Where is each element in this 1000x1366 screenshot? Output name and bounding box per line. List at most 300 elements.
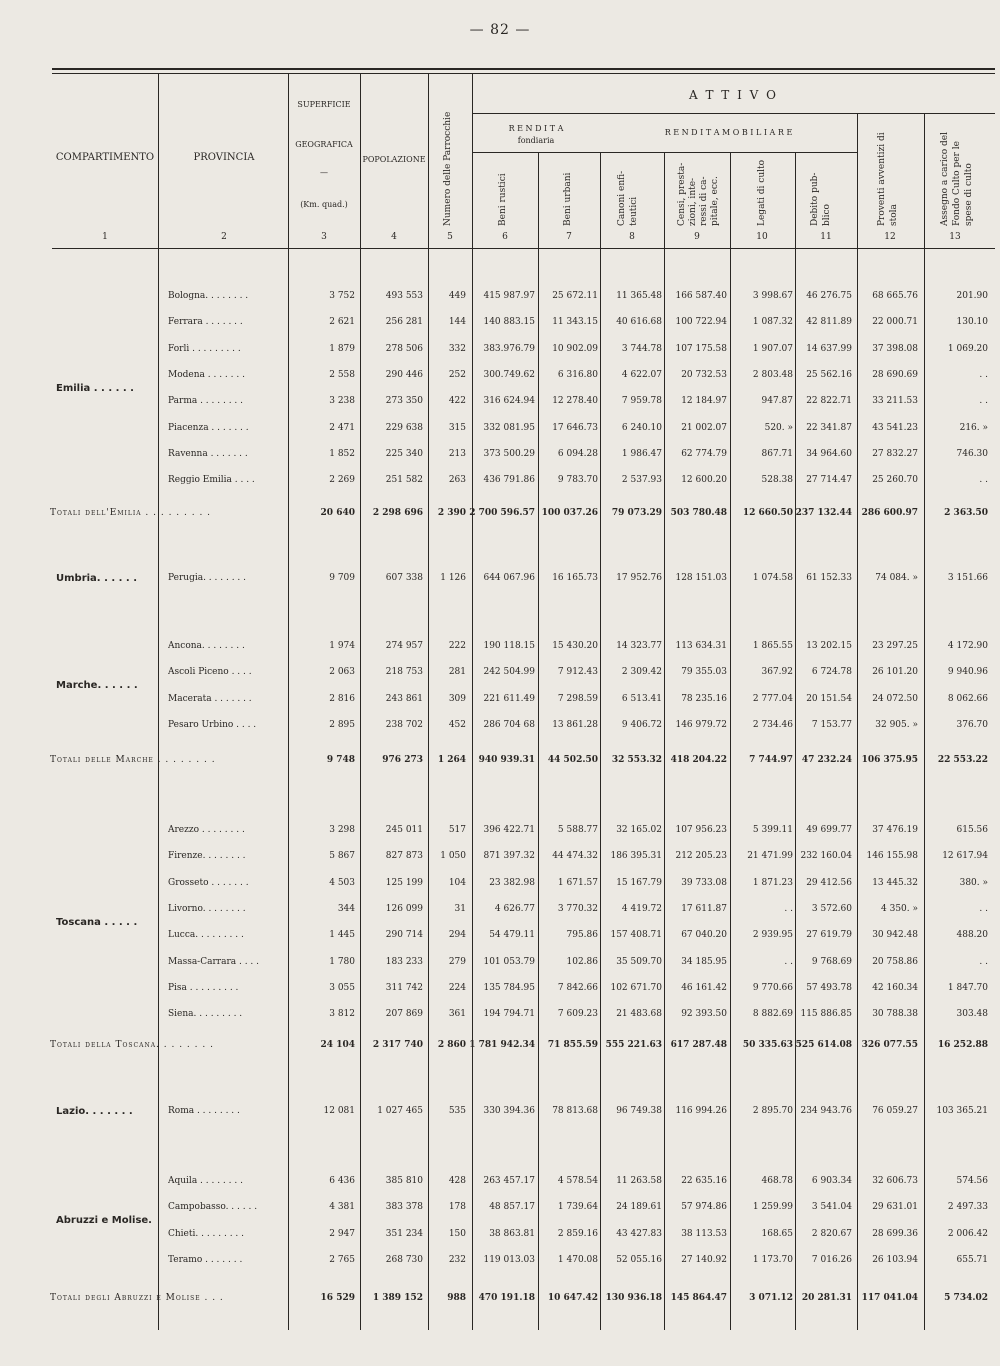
table-cell: 488.20 (956, 930, 988, 941)
table-cell: 1 126 (440, 573, 466, 583)
table-cell: 25 562.16 (806, 369, 852, 380)
table-cell: 4 503 (329, 877, 355, 888)
table-cell: 20 758.86 (872, 956, 918, 967)
table-cell: 9 768.69 (811, 956, 852, 967)
table-cell: 615.56 (956, 825, 988, 835)
table-cell: 17 611.87 (681, 903, 727, 914)
table-cell: 14 637.99 (806, 343, 852, 354)
province-name: Reggio Emilia . . . . (168, 475, 255, 486)
table-cell: 286 704 68 (483, 719, 535, 730)
region-name: Marche. . . . . . (56, 680, 138, 692)
table-cell: 9 709 (329, 573, 355, 583)
total-cell: 145 864.47 (670, 1293, 727, 1303)
table-cell: 344 (337, 903, 355, 914)
table-row (0, 983, 1000, 997)
header-assegno-3: spese di culto (964, 163, 974, 226)
total-cell: 470 191.18 (478, 1293, 535, 1303)
table-cell: 2 895 (329, 719, 355, 730)
table-cell: 37 476.19 (872, 825, 918, 835)
table-cell: 3 752 (329, 291, 355, 301)
header-superficie-2: GEOGRAFICA (295, 140, 353, 149)
total-cell: 50 335.63 (742, 1040, 793, 1050)
column-number: 13 (949, 232, 961, 242)
table-cell: 290 446 (385, 369, 423, 380)
header-debito-2: blico (822, 204, 832, 226)
province-name: Siena. . . . . . . . . (168, 1009, 243, 1020)
table-cell: 40 616.68 (616, 317, 662, 328)
total-cell: 1 389 152 (372, 1293, 423, 1303)
table-cell: 1 259.99 (752, 1202, 793, 1213)
table-cell: 116 994.26 (675, 1106, 727, 1116)
table-cell: 43 427.83 (616, 1228, 662, 1239)
table-cell: 1 087.32 (752, 317, 793, 328)
table-cell: 26 101.20 (872, 667, 918, 678)
region-name: Toscana . . . . . (56, 917, 138, 929)
table-cell: 2 816 (329, 693, 355, 704)
table-cell: 311 742 (385, 982, 423, 993)
table-cell: 166 587.40 (675, 291, 727, 301)
column-number: 11 (820, 232, 832, 242)
table-cell: . . (979, 475, 988, 486)
total-cell: 44 502.50 (547, 755, 598, 765)
table-cell: . . (979, 903, 988, 914)
table-cell: 32 165.02 (616, 825, 662, 835)
header-provincia: PROVINCIA (193, 152, 255, 163)
table-cell: 100 722.94 (675, 317, 727, 328)
table-cell: 17 646.73 (552, 422, 598, 433)
total-cell: 71 855.59 (547, 1040, 598, 1050)
header-beni-urbani: Beni urbani (563, 172, 573, 226)
table-cell: 493 553 (385, 291, 423, 301)
table-cell: 7 609.23 (557, 1009, 598, 1020)
table-cell: 32 606.73 (872, 1176, 918, 1186)
total-cell: 9 748 (326, 755, 355, 765)
table-cell: 107 175.58 (675, 343, 727, 354)
table-cell: 1 907.07 (752, 343, 793, 354)
table-cell: 332 081.95 (483, 422, 535, 433)
table-cell: 12 617.94 (942, 851, 988, 862)
table-cell: 3 238 (329, 396, 355, 407)
table-cell: 11 343.15 (552, 317, 598, 328)
table-cell: 146 979.72 (675, 719, 727, 730)
table-cell: 256 281 (385, 317, 423, 328)
table-row (0, 694, 1000, 708)
table-cell: 3 770.32 (557, 903, 598, 914)
table-cell: 4 172.90 (947, 641, 988, 651)
province-name: Macerata . . . . . . . (168, 693, 252, 704)
total-cell: 503 780.48 (670, 508, 727, 518)
total-cell: 16 252.88 (937, 1040, 988, 1050)
header-beni-rustici: Beni rustici (498, 173, 508, 226)
table-cell: 2 734.46 (752, 719, 793, 730)
total-cell: 1 264 (437, 755, 466, 765)
table-cell: 428 (448, 1176, 466, 1186)
table-cell: 268 730 (385, 1254, 423, 1265)
table-cell: 1 074.58 (752, 573, 793, 583)
table-cell: 22 341.87 (806, 422, 852, 433)
table-cell: 9 770.66 (752, 982, 793, 993)
table-cell: 62 774.79 (681, 448, 727, 459)
table-cell: 303.48 (956, 1009, 988, 1020)
table-cell: 7 298.59 (557, 693, 598, 704)
table-cell: 9 783.70 (557, 475, 598, 486)
total-cell: 555 221.63 (605, 1040, 662, 1050)
column-number: 4 (391, 232, 397, 242)
header-debito-1: Debito pub- (810, 172, 820, 226)
table-cell: 517 (448, 825, 466, 835)
table-cell: 294 (448, 930, 466, 941)
column-number: 3 (321, 232, 327, 242)
table-cell: 6 436 (329, 1176, 355, 1186)
table-cell: 24 072.50 (872, 693, 918, 704)
table-cell: 144 (448, 317, 466, 328)
table-cell: 35 509.70 (616, 956, 662, 967)
table-cell: 4 381 (329, 1202, 355, 1213)
header-proventi-2: stola (889, 204, 899, 226)
total-cell: 1 781 942.34 (469, 1040, 535, 1050)
table-cell: 6 094.28 (557, 448, 598, 459)
table-cell: 30 942.48 (872, 930, 918, 941)
table-cell: 7 959.78 (621, 396, 662, 407)
top-rule-thick (52, 68, 995, 70)
header-censi-3: ressi di ca- (699, 176, 709, 226)
table-cell: . . (979, 369, 988, 380)
table-row (0, 930, 1000, 944)
table-row (0, 291, 1000, 305)
table-cell: 871 397.32 (483, 851, 535, 862)
table-cell: 1 739.64 (557, 1202, 598, 1213)
table-cell: 415 987.97 (483, 291, 535, 301)
table-cell: 281 (448, 667, 466, 678)
table-cell: 22 822.71 (806, 396, 852, 407)
table-cell: 130.10 (956, 317, 988, 328)
province-name: Ancona. . . . . . . . (168, 641, 245, 651)
province-name: Lucca. . . . . . . . . (168, 930, 244, 941)
table-cell: 3 572.60 (811, 903, 852, 914)
table-cell: 23 382.98 (489, 877, 535, 888)
table-row (0, 1009, 1000, 1023)
table-cell: 2 803.48 (752, 369, 793, 380)
table-cell: 422 (448, 396, 466, 407)
province-name: Pisa . . . . . . . . . (168, 982, 239, 993)
province-name: Modena . . . . . . . (168, 369, 245, 380)
table-cell: 1 671.57 (557, 877, 598, 888)
region-name: Lazio. . . . . . . (56, 1106, 133, 1117)
table-cell: 1 069.20 (947, 343, 988, 354)
table-cell: 9 940.96 (947, 667, 988, 678)
total-label: Totali degli Abruzzi e Molise . . . (50, 1293, 224, 1303)
table-cell: 29 412.56 (806, 877, 852, 888)
table-cell: 9 406.72 (621, 719, 662, 730)
table-cell: 3 055 (329, 982, 355, 993)
total-cell: 32 553.32 (611, 755, 662, 765)
table-cell: 644 067.96 (483, 573, 535, 583)
table-cell: 1 871.23 (752, 877, 793, 888)
column-number: 2 (221, 232, 227, 242)
table-cell: 43 541.23 (872, 422, 918, 433)
region-brace (158, 570, 165, 590)
table-cell: 21 483.68 (616, 1009, 662, 1020)
table-row (0, 667, 1000, 681)
table-row (0, 1202, 1000, 1216)
table-cell: 574.56 (956, 1176, 988, 1186)
table-cell: 38 863.81 (489, 1228, 535, 1239)
table-cell: 2 537.93 (621, 475, 662, 486)
province-name: Campobasso. . . . . . (168, 1202, 258, 1213)
table-cell: 7 153.77 (811, 719, 852, 730)
table-cell: 67 040.20 (681, 930, 727, 941)
table-row (0, 957, 1000, 971)
total-cell: 2 363.50 (944, 508, 988, 518)
total-label: Totali della Toscana. . . . . . . . (50, 1040, 214, 1050)
table-cell: 78 813.68 (552, 1106, 598, 1116)
table-cell: 4 578.54 (557, 1176, 598, 1186)
table-cell: 37 398.08 (872, 343, 918, 354)
total-cell: 418 204.22 (670, 755, 727, 765)
table-cell: 361 (448, 1009, 466, 1020)
province-name: Livorno. . . . . . . . (168, 903, 246, 914)
table-cell: 2 939.95 (752, 930, 793, 941)
table-cell: 34 964.60 (806, 448, 852, 459)
total-row (0, 1040, 1000, 1054)
total-cell: 2 317 740 (372, 1040, 423, 1050)
table-cell: 222 (448, 641, 466, 651)
region-brace (158, 1103, 165, 1123)
table-cell: 315 (448, 422, 466, 433)
column-number: 1 (102, 232, 108, 242)
table-cell: 61 152.33 (806, 573, 852, 583)
table-cell: 243 861 (385, 693, 423, 704)
region-brace (158, 288, 165, 492)
province-name: Piacenza . . . . . . . (168, 422, 249, 433)
table-cell: 1 173.70 (752, 1254, 793, 1265)
table-cell: 27 140.92 (681, 1254, 727, 1265)
province-name: Ravenna . . . . . . . (168, 448, 248, 459)
table-cell: 1 780 (329, 956, 355, 967)
table-cell: 57 974.86 (681, 1202, 727, 1213)
table-cell: 28 699.36 (872, 1228, 918, 1239)
table-cell: 242 504.99 (483, 667, 535, 678)
table-cell: 25 672.11 (552, 291, 598, 301)
table-cell: 1 050 (440, 851, 466, 862)
table-row (0, 370, 1000, 384)
table-cell: 119 013.03 (483, 1254, 535, 1265)
table-cell: 213 (448, 448, 466, 459)
table-cell: 125 199 (385, 877, 423, 888)
region-brace (158, 638, 165, 737)
total-row (0, 755, 1000, 769)
table-row (0, 1176, 1000, 1190)
header-censi-1: Censi, presta- (677, 162, 687, 226)
table-cell: . . (784, 903, 793, 914)
table-cell: 23 297.25 (872, 641, 918, 651)
table-cell: 25 260.70 (872, 475, 918, 486)
table-cell: 238 702 (385, 719, 423, 730)
table-cell: 78 235.16 (681, 693, 727, 704)
table-cell: 27 619.79 (806, 930, 852, 941)
header-proventi-1: Proventi avventizi di (877, 132, 887, 226)
header-assegno-2: Fondo Culto per le (952, 141, 962, 226)
region-name: Emilia . . . . . . (56, 383, 134, 395)
table-cell: 3 541.04 (811, 1202, 852, 1213)
column-number: 8 (629, 232, 635, 242)
table-row (0, 475, 1000, 489)
table-cell: 194 794.71 (483, 1009, 535, 1020)
table-cell: 168.65 (761, 1228, 793, 1239)
table-cell: 263 (448, 475, 466, 486)
table-cell: 535 (448, 1106, 466, 1116)
table-cell: 316 624.94 (483, 396, 535, 407)
table-cell: 2 895.70 (752, 1106, 793, 1116)
total-cell: 2 390 (437, 508, 466, 518)
table-cell: 2 777.04 (752, 693, 793, 704)
table-cell: 5 588.77 (557, 825, 598, 835)
table-cell: 190 118.15 (483, 641, 535, 651)
table-row (0, 1255, 1000, 1269)
header-popolazione: POPOLAZIONE (362, 155, 426, 164)
table-cell: 746.30 (956, 448, 988, 459)
table-cell: 49 699.77 (806, 825, 852, 835)
table-cell: 3 998.67 (752, 291, 793, 301)
table-cell: 57 493.78 (806, 982, 852, 993)
table-cell: 17 952.76 (616, 573, 662, 583)
table-cell: 11 263.58 (616, 1176, 662, 1186)
header-censi-4: pitale, ecc. (710, 176, 720, 226)
table-cell: 234 943.76 (800, 1106, 852, 1116)
total-cell: 7 744.97 (749, 755, 793, 765)
table-cell: 146 155.98 (866, 851, 918, 862)
header-rendita-mobiliare: R E N D I T A M O B I L I A R E (664, 128, 793, 137)
table-cell: 10 902.09 (552, 343, 598, 354)
table-cell: 2 765 (329, 1254, 355, 1265)
header-censi-2: zioni, inte- (688, 177, 698, 226)
table-cell: 30 788.38 (872, 1009, 918, 1020)
table-cell: 74 084. » (875, 573, 918, 583)
table-cell: 31 (454, 903, 466, 914)
table-cell: 1 865.55 (752, 641, 793, 651)
table-cell: 2 309.42 (621, 667, 662, 678)
total-cell: 2 700 596.57 (469, 508, 535, 518)
table-cell: 20 151.54 (806, 693, 852, 704)
header-superficie-1: SUPERFICIE (297, 100, 351, 109)
total-cell: 326 077.55 (861, 1040, 918, 1050)
header-attivo: A T T I V O (689, 88, 778, 102)
province-name: Chieti. . . . . . . . . (168, 1228, 245, 1239)
table-cell: 245 011 (385, 825, 423, 835)
table-cell: 452 (448, 719, 466, 730)
table-cell: 115 886.85 (800, 1009, 852, 1020)
table-cell: 27 832.27 (872, 448, 918, 459)
table-cell: 15 430.20 (552, 641, 598, 651)
table-cell: 48 857.17 (489, 1202, 535, 1213)
province-name: Ferrara . . . . . . . (168, 317, 243, 328)
table-cell: 2 063 (329, 667, 355, 678)
table-cell: 13 445.32 (872, 877, 918, 888)
province-name: Aquila . . . . . . . . (168, 1176, 243, 1186)
table-cell: 3 812 (329, 1009, 355, 1020)
total-cell: 2 298 696 (372, 508, 423, 518)
table-cell: 8 062.66 (947, 693, 988, 704)
table-cell: 385 810 (385, 1176, 423, 1186)
table-cell: 104 (448, 877, 466, 888)
region-name: Abruzzi e Molise. (56, 1215, 152, 1227)
province-name: Forlì . . . . . . . . . (168, 343, 241, 354)
table-cell: 6 903.34 (811, 1176, 852, 1186)
table-cell: 44 474.32 (552, 851, 598, 862)
total-cell: 16 529 (320, 1293, 355, 1303)
table-cell: 201.90 (956, 291, 988, 301)
header-canoni-2: teutici (629, 196, 639, 226)
table-cell: 232 (448, 1254, 466, 1265)
table-cell: 29 631.01 (872, 1202, 918, 1213)
table-cell: 1 879 (329, 343, 355, 354)
table-cell: 28 690.69 (872, 369, 918, 380)
table-cell: 32 905. » (875, 719, 918, 730)
table-row (0, 317, 1000, 331)
province-name: Bologna. . . . . . . . (168, 291, 249, 301)
table-cell: 150 (448, 1228, 466, 1239)
table-cell: 102 671.70 (610, 982, 662, 993)
table-cell: 76 059.27 (872, 1106, 918, 1116)
province-name: Perugia. . . . . . . . (168, 573, 246, 583)
table-cell: 128 151.03 (675, 573, 727, 583)
table-cell: 14 323.77 (616, 641, 662, 651)
table-cell: 2 859.16 (557, 1228, 598, 1239)
total-cell: 20 281.31 (801, 1293, 852, 1303)
page-number: — 82 — (469, 22, 531, 38)
table-cell: 6 724.78 (811, 667, 852, 678)
table-row (0, 720, 1000, 734)
table-cell: 13 861.28 (552, 719, 598, 730)
table-cell: 8 882.69 (752, 1009, 793, 1020)
total-cell: 130 936.18 (605, 1293, 662, 1303)
table-cell: 229 638 (385, 422, 423, 433)
table-cell: 13 202.15 (806, 641, 852, 651)
header-assegno-1: Assegno a carico del (940, 132, 950, 226)
province-name: Firenze. . . . . . . . (168, 851, 246, 862)
table-cell: 2 947 (329, 1228, 355, 1239)
province-name: Roma . . . . . . . . (168, 1106, 240, 1116)
table-cell: 221 611.49 (483, 693, 535, 704)
table-cell: 46 276.75 (806, 291, 852, 301)
table-row (0, 1229, 1000, 1243)
table-cell: 795.86 (566, 930, 598, 941)
table-cell: 3 151.66 (947, 573, 988, 583)
table-cell: 16 165.73 (552, 573, 598, 583)
table-cell: 263 457.17 (483, 1176, 535, 1186)
total-cell: 617 287.48 (670, 1040, 727, 1050)
table-cell: 607 338 (385, 573, 423, 583)
header-rendita-fondiaria-2: fondiaria (517, 136, 555, 145)
table-cell: 1 847.70 (947, 982, 988, 993)
table-cell: 96 749.38 (616, 1106, 662, 1116)
table-cell: 383.976.79 (483, 343, 535, 354)
table-cell: 103 365.21 (936, 1106, 988, 1116)
table-cell: 520. » (764, 422, 793, 433)
header-bottom-rule (52, 248, 995, 249)
header-numero-parrocchie: Numero delle Parrocchie (443, 111, 453, 226)
table-cell: 42 811.89 (806, 317, 852, 328)
table-cell: 102.86 (566, 956, 598, 967)
table-cell: 224 (448, 982, 466, 993)
table-cell: 2 621 (329, 317, 355, 328)
header-superficie-3: — (320, 168, 328, 177)
table-cell: 216. » (959, 422, 988, 433)
table-cell: 947.87 (761, 396, 793, 407)
table-cell: 2 820.67 (811, 1228, 852, 1239)
table-cell: 113 634.31 (675, 641, 727, 651)
total-cell: 106 375.95 (861, 755, 918, 765)
